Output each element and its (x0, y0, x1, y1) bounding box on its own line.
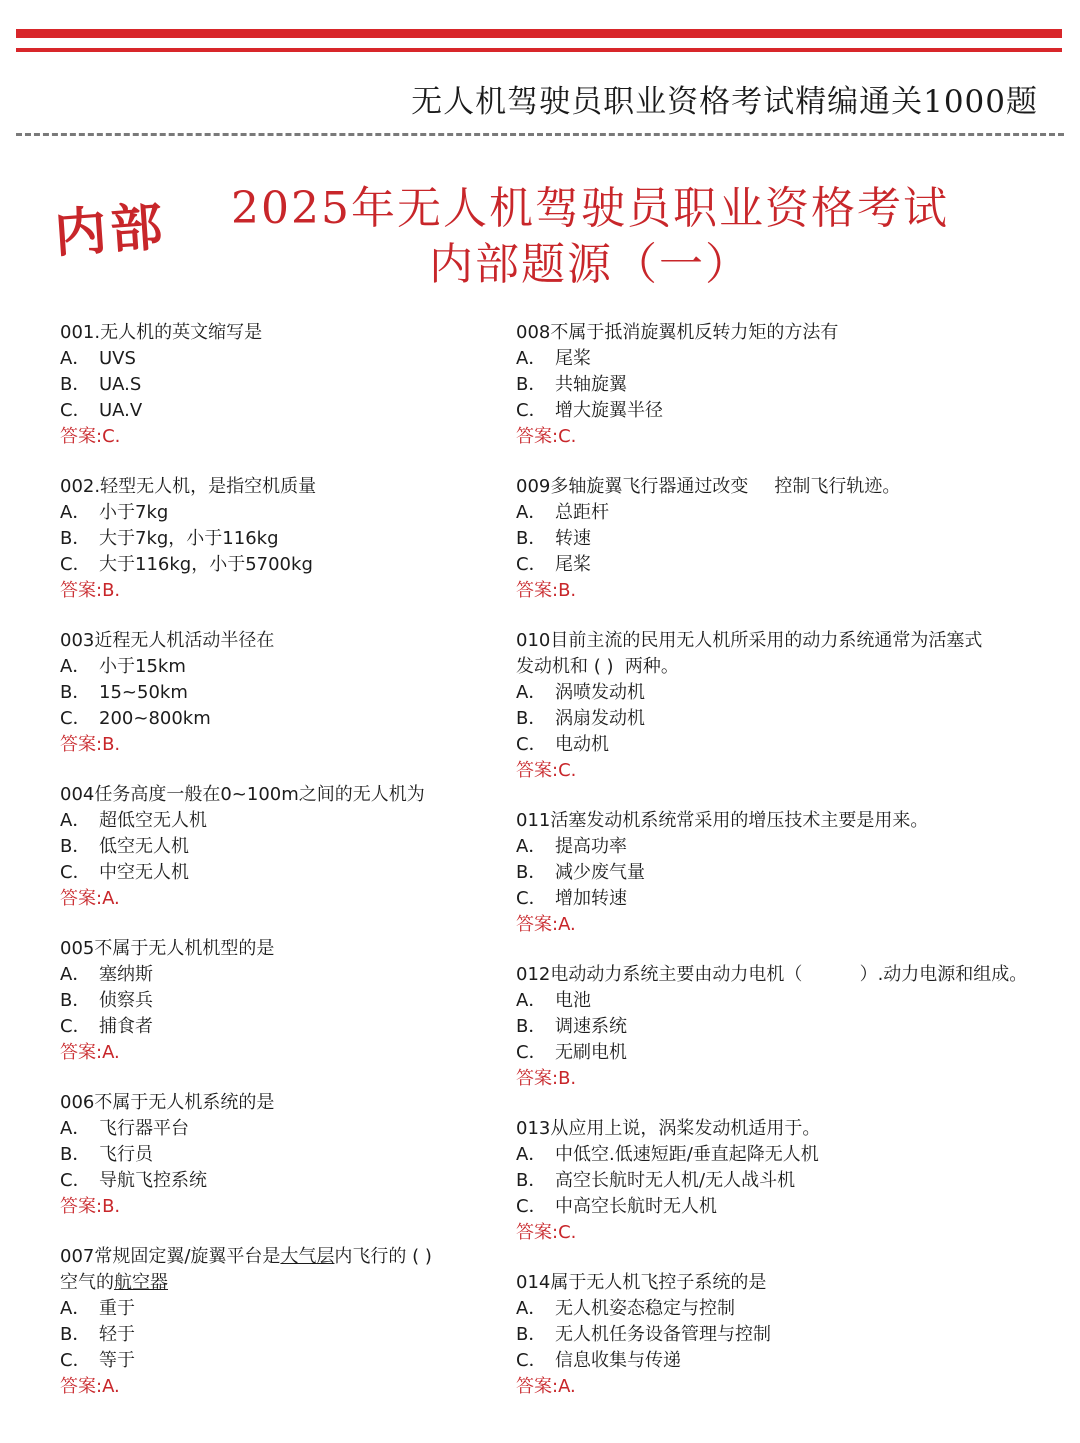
option-letter: A． (60, 348, 91, 369)
question-text-part: 控制飞行轨迹。 (774, 476, 901, 497)
internal-stamp: 内部 (52, 196, 169, 265)
question-text-line-2: 发动机和 ( ) 两种。 (516, 656, 679, 677)
question-text: 005不属于无人机机型的是 (60, 938, 275, 959)
question-text: 011活塞发动机系统常采用的增压技术主要是用来。 (516, 810, 929, 831)
answer-text: 答案:A. (516, 914, 576, 935)
option-text: 尾桨 (555, 348, 591, 369)
option-letter: C． (60, 862, 91, 883)
option-b (60, 1322, 490, 1348)
option-text: 200~800km (99, 708, 211, 729)
question-item (60, 1090, 490, 1220)
option-a (516, 346, 1061, 372)
option-a (516, 988, 1061, 1014)
option-letter: A． (60, 964, 91, 985)
option-c (516, 1194, 1061, 1220)
option-letter: A． (516, 682, 547, 703)
option-text: 小于15km (99, 656, 186, 677)
option-letter: B． (516, 1170, 547, 1191)
option-text: 轻于 (99, 1324, 135, 1345)
option-a (516, 1296, 1061, 1322)
question-text (516, 474, 1061, 500)
question-item (60, 320, 490, 450)
option-c (516, 552, 1061, 578)
option-c (60, 1348, 490, 1374)
option-letter: B． (60, 836, 91, 857)
option-letter: C． (60, 554, 91, 575)
option-a (516, 500, 1061, 526)
option-letter: C． (516, 888, 547, 909)
option-letter: B． (516, 1324, 547, 1345)
question-text (60, 1244, 490, 1270)
question-text: 004任务高度一般在0~100m之间的无人机为 (60, 784, 425, 805)
option-c (516, 1348, 1061, 1374)
option-letter: C． (60, 1350, 91, 1371)
option-letter: C． (516, 554, 547, 575)
question-text: 002.轻型无人机，是指空机质量 (60, 476, 317, 497)
option-a (60, 346, 490, 372)
answer-text: 答案:A. (60, 1042, 120, 1063)
answer-text: 答案:B. (516, 1068, 577, 1089)
option-text: 飞行员 (99, 1144, 153, 1165)
option-letter: A． (60, 810, 91, 831)
option-text: UVS (99, 348, 136, 369)
question-text: 010目前主流的民用无人机所采用的动力系统通常为活塞式 (516, 630, 983, 651)
option-text: 转速 (555, 528, 591, 549)
answer-text: 答案:B. (60, 1196, 121, 1217)
option-text: 中高空长航时无人机 (555, 1196, 717, 1217)
right-question-column (516, 320, 1061, 1424)
option-letter: A． (516, 1298, 547, 1319)
underlined-term: 航空器 (114, 1272, 168, 1293)
top-red-bar-thick (16, 29, 1062, 38)
option-text: 提高功率 (555, 836, 627, 857)
answer-text: 答案:A. (60, 1376, 120, 1397)
option-text: 导航飞控系统 (99, 1170, 207, 1191)
option-text: 塞纳斯 (99, 964, 153, 985)
left-question-column (60, 320, 490, 1424)
option-b (516, 1168, 1061, 1194)
question-item (516, 474, 1061, 604)
option-c (516, 886, 1061, 912)
option-letter: C． (60, 1016, 91, 1037)
option-text: 飞行器平台 (99, 1118, 189, 1139)
option-text: UA.V (99, 400, 143, 421)
question-text: 014属于无人机飞控子系统的是 (516, 1272, 767, 1293)
option-letter: C． (60, 1170, 91, 1191)
option-b (516, 526, 1061, 552)
option-text: 涡扇发动机 (555, 708, 645, 729)
option-c (516, 732, 1061, 758)
option-b (516, 1014, 1061, 1040)
option-text: 增大旋翼半径 (555, 400, 663, 421)
option-text: UA.S (99, 374, 142, 395)
underlined-term: 大气层 (280, 1246, 335, 1267)
option-b (516, 706, 1061, 732)
option-letter: C． (60, 708, 91, 729)
option-a (516, 680, 1061, 706)
option-b (60, 372, 490, 398)
option-letter: C． (516, 400, 547, 421)
question-text-part: 007常规固定翼/旋翼平台是 (60, 1246, 281, 1267)
question-text: 012电动动力系统主要由动力电机（ ）.动力电源和组成。 (516, 964, 1028, 985)
top-red-bar-thin (16, 48, 1062, 52)
option-letter: C． (516, 1350, 547, 1371)
question-text: 001.无人机的英文缩写是 (60, 322, 263, 343)
option-letter: C． (516, 1196, 547, 1217)
option-letter: A． (516, 1144, 547, 1165)
option-text: 超低空无人机 (99, 810, 207, 831)
option-letter: A． (516, 990, 547, 1011)
option-text: 信息收集与传递 (555, 1350, 681, 1371)
option-text: 大于116kg，小于5700kg (99, 554, 313, 575)
option-text: 调速系统 (555, 1016, 627, 1037)
option-c (60, 552, 490, 578)
question-item (516, 1116, 1061, 1246)
option-letter: B． (60, 1144, 91, 1165)
question-text-part: 内飞行的 ( ) (334, 1246, 432, 1267)
option-a (60, 1296, 490, 1322)
question-text: 013从应用上说，涡桨发动机适用于。 (516, 1118, 821, 1139)
option-text: 重于 (99, 1298, 135, 1319)
answer-text: 答案:B. (60, 734, 121, 755)
answer-text: 答案:C. (60, 426, 121, 447)
question-item (516, 1270, 1061, 1400)
option-b (516, 1322, 1061, 1348)
question-item (60, 936, 490, 1066)
option-text: 无人机姿态稳定与控制 (555, 1298, 735, 1319)
option-letter: B． (516, 374, 547, 395)
option-text: 无人机任务设备管理与控制 (555, 1324, 771, 1345)
option-text: 总距杆 (555, 502, 609, 523)
option-b (60, 526, 490, 552)
option-letter: A． (60, 1118, 91, 1139)
question-item (60, 628, 490, 758)
option-a (60, 1116, 490, 1142)
option-text: 低空无人机 (99, 836, 189, 857)
question-item (516, 808, 1061, 938)
option-b (60, 988, 490, 1014)
option-letter: A． (516, 348, 547, 369)
option-letter: C． (516, 734, 547, 755)
option-text: 中空无人机 (99, 862, 189, 883)
answer-text: 答案:C. (516, 1222, 577, 1243)
answer-text: 答案:B. (516, 580, 577, 601)
document-title: 无人机驾驶员职业资格考试精编通关1000题 (411, 84, 1038, 120)
option-letter: C． (60, 400, 91, 421)
question-text: 003近程无人机活动半径在 (60, 630, 275, 651)
option-text: 电池 (555, 990, 591, 1011)
option-a (60, 500, 490, 526)
option-c (60, 860, 490, 886)
option-c (60, 706, 490, 732)
option-letter: B． (516, 862, 547, 883)
option-letter: B． (60, 528, 91, 549)
answer-text: 答案:B. (60, 580, 121, 601)
option-letter: A． (516, 502, 547, 523)
option-text: 中低空.低速短距/垂直起降无人机 (555, 1144, 819, 1165)
option-b (60, 1142, 490, 1168)
question-item (516, 962, 1061, 1092)
question-item (60, 474, 490, 604)
option-text: 增加转速 (555, 888, 627, 909)
question-item (516, 320, 1061, 450)
option-text: 高空长航时无人机/无人战斗机 (555, 1170, 796, 1191)
option-text: 小于7kg (99, 502, 169, 523)
option-c (60, 1168, 490, 1194)
option-b (60, 680, 490, 706)
answer-text: 答案:A. (516, 1376, 576, 1397)
answer-text: 答案:C. (516, 426, 577, 447)
option-text: 捕食者 (99, 1016, 153, 1037)
headline-line-1: 2025年无人机驾驶员职业资格考试 (231, 183, 949, 234)
dashed-divider (16, 133, 1064, 136)
option-text: 电动机 (555, 734, 609, 755)
option-text: 尾桨 (555, 554, 591, 575)
question-item (60, 782, 490, 912)
option-b (516, 372, 1061, 398)
option-c (60, 398, 490, 424)
option-letter: B． (516, 1016, 547, 1037)
option-c (516, 398, 1061, 424)
option-text: 侦察兵 (99, 990, 153, 1011)
option-b (60, 834, 490, 860)
option-letter: A． (60, 656, 91, 677)
option-a (516, 834, 1061, 860)
option-text: 减少废气量 (555, 862, 645, 883)
option-text: 无刷电机 (555, 1042, 627, 1063)
question-item (60, 1244, 490, 1400)
question-text-part: 009多轴旋翼飞行器通过改变 (516, 476, 749, 497)
question-item (516, 628, 1061, 784)
option-b (516, 860, 1061, 886)
headline-line-2: 内部题源（一） (429, 239, 751, 290)
option-text: 大于7kg，小于116kg (99, 528, 279, 549)
option-text: 15~50km (99, 682, 188, 703)
option-letter: C． (516, 1042, 547, 1063)
question-text-part: 空气的 (60, 1272, 114, 1293)
option-letter: B． (60, 682, 91, 703)
question-text: 006不属于无人机系统的是 (60, 1092, 275, 1113)
option-a (60, 654, 490, 680)
option-letter: B． (516, 528, 547, 549)
option-letter: A． (60, 502, 91, 523)
option-letter: B． (516, 708, 547, 729)
option-letter: B． (60, 1324, 91, 1345)
option-a (60, 962, 490, 988)
option-c (60, 1014, 490, 1040)
option-text: 等于 (99, 1350, 135, 1371)
option-letter: B． (60, 374, 91, 395)
answer-text: 答案:A. (60, 888, 120, 909)
question-text-line-2 (60, 1270, 490, 1296)
option-text: 共轴旋翼 (555, 374, 627, 395)
option-letter: A． (516, 836, 547, 857)
option-letter: B． (60, 990, 91, 1011)
option-a (60, 808, 490, 834)
answer-text: 答案:C. (516, 760, 577, 781)
option-letter: A． (60, 1298, 91, 1319)
question-text: 008不属于抵消旋翼机反转力矩的方法有 (516, 322, 839, 343)
option-text: 涡喷发动机 (555, 682, 645, 703)
option-c (516, 1040, 1061, 1066)
option-a (516, 1142, 1061, 1168)
